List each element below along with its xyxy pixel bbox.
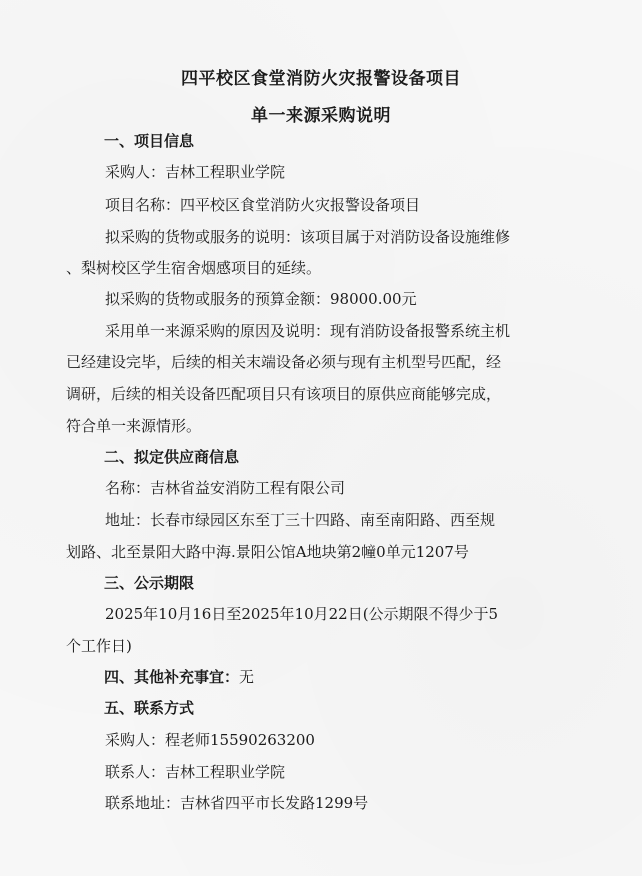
- budget-line: 拟采购的货物或服务的预算金额：98000.00元: [105, 290, 417, 308]
- buyer-contact-line: 采购人：程老师15590263200: [105, 731, 315, 749]
- buyer-line: 采购人：吉林工程职业学院: [105, 163, 286, 181]
- description-line-1: 拟采购的货物或服务的说明：该项目属于对消防设备设施维修: [105, 228, 511, 246]
- section-3-heading: 三、公示期限: [104, 574, 195, 592]
- section-2-heading: 二、拟定供应商信息: [104, 448, 240, 466]
- document-title: 四平校区食堂消防火灾报警设备项目: [181, 69, 461, 89]
- project-name-line: 项目名称：四平校区食堂消防火灾报警设备项目: [105, 196, 421, 214]
- reason-line-4: 符合单一来源情形。: [66, 417, 202, 435]
- period-line-2: 个工作日): [66, 637, 132, 655]
- description-line-2: 、梨树校区学生宿舍烟感项目的延续。: [66, 259, 322, 277]
- section-4-line: [104, 667, 254, 687]
- section-1-heading: 一、项目信息: [104, 132, 195, 150]
- section-4-heading: 四、其他补充事宜：: [104, 668, 240, 686]
- section-5-heading: 五、联系方式: [104, 699, 195, 717]
- document-subtitle: 单一来源采购说明: [251, 106, 391, 126]
- contact-address-line: 联系地址：吉林省四平市长发路1299号: [105, 794, 369, 812]
- section-4-value: 无: [239, 668, 255, 686]
- period-line-1: 2025年10月16日至2025年10月22日(公示期限不得少于5: [105, 605, 499, 623]
- supplier-name-line: 名称：吉林省益安消防工程有限公司: [105, 479, 346, 497]
- supplier-address-line-2: 划路、北至景阳大路中海.景阳公馆A地块第2幢0单元1207号: [66, 543, 469, 561]
- reason-line-2: 已经建设完毕，后续的相关末端设备必须与现有主机型号匹配，经: [66, 353, 502, 371]
- reason-line-1: 采用单一来源采购的原因及说明：现有消防设备报警系统主机: [105, 322, 511, 340]
- supplier-address-line-1: 地址：长春市绿园区东至丁三十四路、南至南阳路、西至规: [105, 511, 496, 529]
- contact-line: 联系人：吉林工程职业学院: [105, 763, 286, 781]
- reason-line-3: 调研，后续的相关设备匹配项目只有该项目的原供应商能够完成，: [66, 385, 502, 403]
